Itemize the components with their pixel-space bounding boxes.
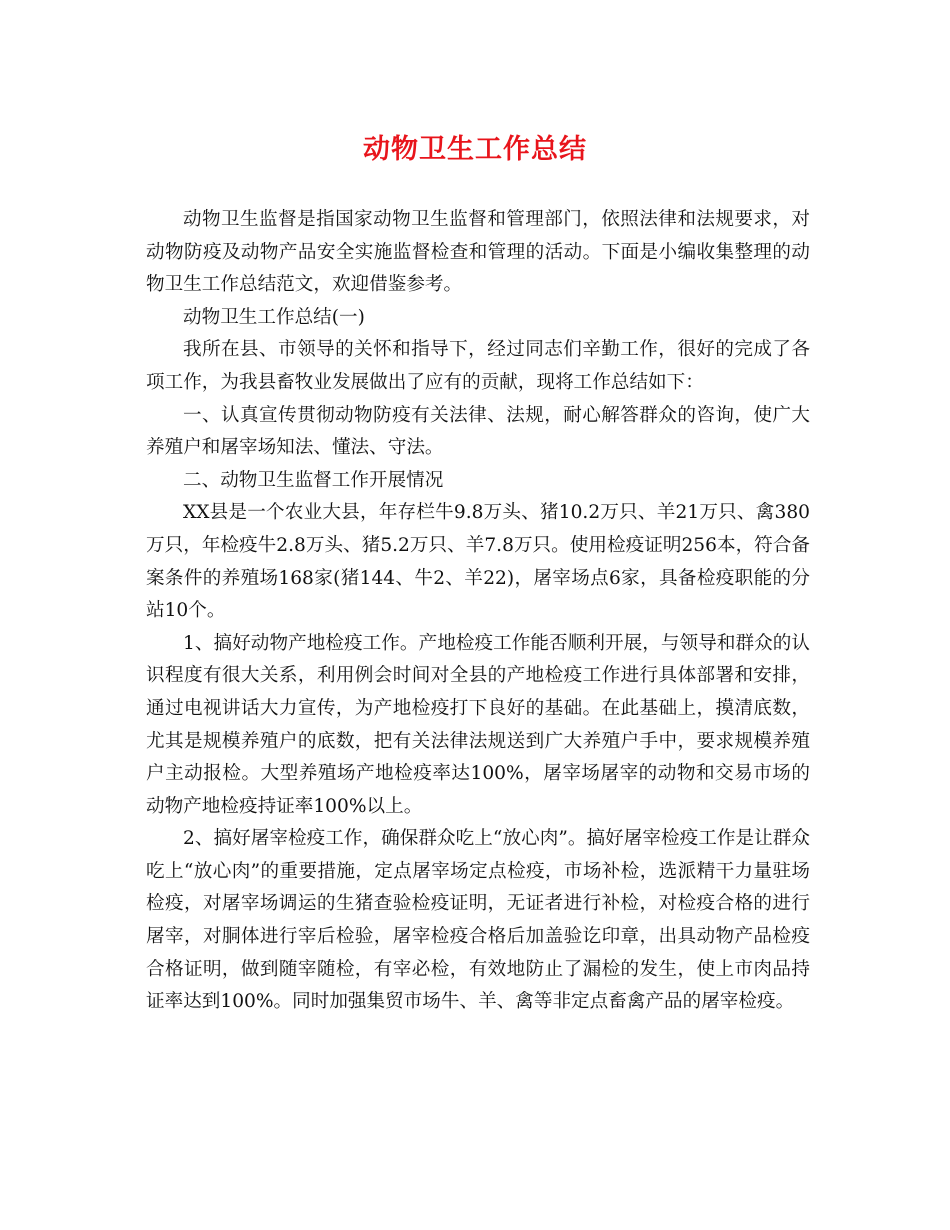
paragraph-intro: 动物卫生监督是指国家动物卫生监督和管理部门，依照法律和法规要求，对动物防疫及动物产品安全实施监督检查和管理的活动。下面是小编收集整理的动物卫生工作总结范文，欢迎借鉴参考。 xyxy=(146,209,810,296)
paragraph-section-heading: 动物卫生工作总结(一) xyxy=(183,306,365,328)
paragraph-opening: 我所在县、市领导的关怀和指导下，经过同志们辛勤工作，很好的完成了各项工作，为我县畜牧业发展做出了应有的贡献，现将工作总结如下： xyxy=(146,339,810,393)
paragraph-origin-quarantine: 1、搞好动物产地检疫工作。产地检疫工作能否顺利开展，与领导和群众的认识程度有很大关系，利用例会时间对全县的产地检疫工作进行具体部署和安排，通过电视讲话大力宣传，为产地检疫打下良好的基础。在此基础上，摸清底数，尤其是规模养殖户的底数，把有关法律法规送到广大养殖户手中，要求规模养殖户主动报检。大型养殖场产地检疫率达100%，屠宰场屠宰的动物和交易市场的动物产地检疫持证率100%以上。 xyxy=(146,632,810,817)
document-body xyxy=(146,204,810,1019)
paragraph-statistics: XX县是一个农业大县，年存栏牛9.8万头、猪10.2万只、羊21万只、禽380万只，年检疫牛2.8万头、猪5.2万只、羊7.8万只。使用检疫证明256本，符合备案条件的养殖场168家(猪144、牛2、羊22)，屠宰场点6家，具备检疫职能的分站10个。 xyxy=(146,502,810,622)
paragraph-point-one: 一、认真宣传贯彻动物防疫有关法律、法规，耐心解答群众的咨询，使广大养殖户和屠宰场知法、懂法、守法。 xyxy=(146,404,810,459)
paragraph-point-two: 二、动物卫生监督工作开展情况 xyxy=(183,469,444,491)
document-title: 动物卫生工作总结 xyxy=(363,134,587,165)
paragraph-slaughter-quarantine: 2、搞好屠宰检疫工作，确保群众吃上“放心肉”。搞好屠宰检疫工作是让群众吃上“放心肉”的重要措施，定点屠宰场定点检疫，市场补检，选派精干力量驻场检疫，对屠宰场调运的生猪查验检疫证明，无证者进行补检，对检疫合格的进行屠宰，对胴体进行宰后检验，屠宰检疫合格后加盖验讫印章，出具动物产品检疫合格证明，做到随宰随检，有宰必检，有效地防止了漏检的发生，使上市肉品持证率达到100%。同时加强集贸市场牛、羊、禽等非定点畜禽产品的屠宰检疫。 xyxy=(146,828,810,1013)
